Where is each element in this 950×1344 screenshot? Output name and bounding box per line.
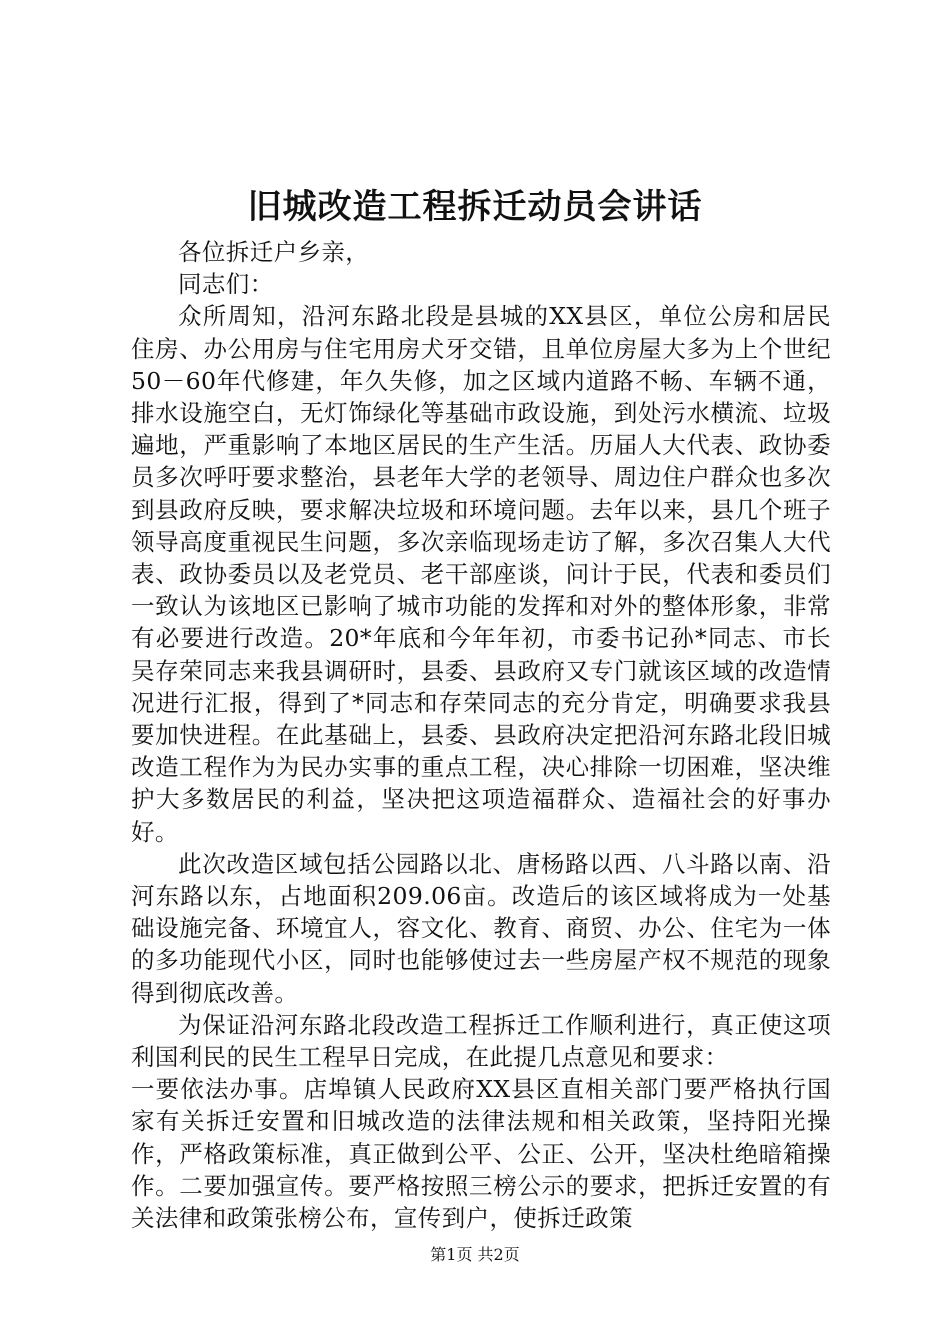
body-paragraph: 此次改造区域包括公园路以北、唐杨路以西、八斗路以南、沿河东路以东，占地面积209.06亩。改造后的该区域将成为一处基础设施完备、环境宜人，容文化、教育、商贸、办公、住宅为一体的多功能现代小区，同时也能够使过去一些房屋产权不规范的现象得到彻底改善。 [131, 849, 831, 1007]
salutation-line: 各位拆迁户乡亲， [178, 238, 370, 266]
document-body [131, 236, 831, 1234]
document-title: 旧城改造工程拆迁动员会讲话 [247, 187, 703, 227]
page-number-footer: 第1页 共2页 [430, 1245, 520, 1264]
body-paragraph: 众所周知，沿河东路北段是县城的XX县区，单位公房和居民住房、办公用房与住宅用房犬牙交错，且单位房屋大多为上个世纪50－60年代修建，年久失修，加之区域内道路不畅、车辆不通，排水设施空白，无灯饰绿化等基础市政设施，到处污水横流、垃圾遍地，严重影响了本地区居民的生产生活。历届人大代表、政协委员多次呼吁要求整治，县老年大学的老领导、周边住户群众也多次到县政府反映，要求解决垃圾和环境问题。去年以来，县几个班子领导高度重视民生问题，多次亲临现场走访了解，多次召集人大代表、政协委员以及老党员、老干部座谈，问计于民，代表和委员们一致认为该地区已影响了城市功能的发挥和对外的整体形象，非常有必要进行改造。20*年底和今年年初，市委书记孙*同志、市长吴存荣同志来我县调研时，县委、县政府又专门就该区域的改造情况进行汇报，得到了*同志和存荣同志的充分肯定，明确要求我县要加快进程。在此基础上，县委、县政府决定把沿河东路北段旧城改造工程作为为民办实事的重点工程，决心排除一切困难，坚决维护大多数居民的利益，坚决把这项造福群众、造福社会的好事办好。 [131, 302, 831, 846]
body-paragraph: 一要依法办事。店埠镇人民政府XX县区直相关部门要严格执行国家有关拆迁安置和旧城改造的法律法规和相关政策，坚持阳光操作，严格政策标准，真正做到公平、公正、公开，坚决杜绝暗箱操作。二要加强宣传。要严格按照三榜公示的要求，把拆迁安置的有关法律和政策张榜公布，宣传到户，使拆迁政策 [131, 1075, 831, 1233]
body-paragraph: 为保证沿河东路北段改造工程拆迁工作顺利进行，真正使这项利国利民的民生工程早日完成，在此提几点意见和要求： [131, 1010, 831, 1072]
salutation-line: 同志们： [178, 270, 274, 299]
